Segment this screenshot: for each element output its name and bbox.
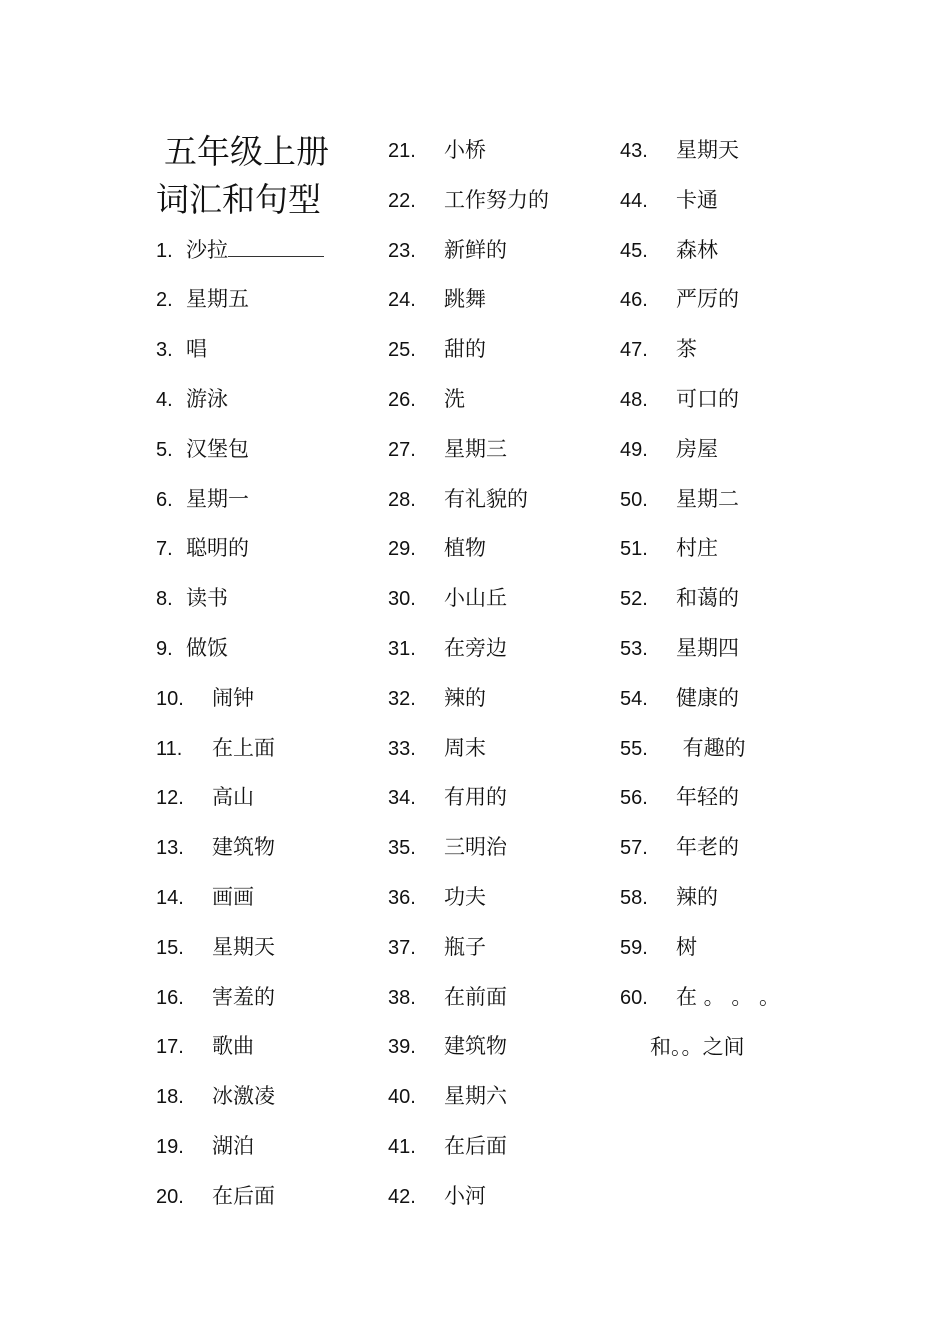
vocab-item	[156, 1082, 275, 1111]
vocab-item	[156, 1032, 254, 1061]
item-word: 树	[676, 934, 697, 959]
item-number: 60.	[620, 986, 648, 1009]
vocab-item	[388, 734, 486, 763]
item-word: 建筑物	[444, 1034, 507, 1059]
item-word: 星期四	[676, 636, 739, 660]
item-number: 24.	[388, 289, 416, 312]
item-number: 11.	[156, 737, 183, 760]
vocab-item	[620, 236, 718, 265]
item-number: 22.	[388, 189, 416, 212]
item-number: 35.	[388, 837, 416, 860]
item-number: 6.	[156, 488, 173, 511]
vocab-item	[156, 933, 275, 962]
vocab-item	[156, 734, 275, 763]
item-number: 13.	[156, 837, 184, 860]
item-number: 43.	[620, 140, 648, 162]
item-number: 57.	[620, 837, 648, 860]
vocab-item	[156, 236, 324, 265]
vocab-item	[388, 933, 486, 962]
item-number: 1.	[156, 239, 173, 262]
item-word: 星期三	[444, 436, 507, 461]
title-line-2: 词汇和句型	[156, 180, 321, 219]
item-number: 14.	[156, 887, 184, 909]
item-word: 唱	[186, 337, 207, 362]
item-60-continuation: 和。。之间	[650, 1035, 745, 1059]
item-word: 森林	[676, 237, 718, 262]
item-number: 26.	[388, 389, 416, 411]
title-line-1: 五年级上册	[164, 132, 329, 171]
item-word: 健康的	[676, 685, 739, 710]
vocab-item	[156, 1182, 275, 1211]
item-number: 5.	[156, 438, 173, 461]
item-word: 在后面	[212, 1183, 275, 1208]
item-number: 32.	[388, 687, 416, 710]
item-word: 甜的	[444, 337, 486, 362]
item-word: 在后面	[444, 1134, 507, 1158]
item-word: 房屋	[676, 436, 718, 461]
item-word: 在旁边	[444, 636, 507, 660]
vocab-item	[620, 435, 718, 464]
vocab-item	[156, 783, 254, 812]
item-number: 55.	[620, 737, 648, 760]
item-number: 12.	[156, 787, 184, 810]
vocab-item	[620, 684, 739, 713]
item-word: 瓶子	[444, 934, 486, 959]
vocab-item	[388, 584, 507, 613]
item-number: 58.	[620, 887, 648, 909]
vocab-item	[620, 285, 739, 314]
item-number: 42.	[388, 1185, 416, 1208]
item-number: 29.	[388, 538, 416, 561]
item-number: 40.	[388, 1086, 416, 1109]
vocab-item	[388, 634, 507, 663]
item-number: 19.	[156, 1136, 184, 1158]
vocab-item	[620, 584, 739, 613]
vocab-item	[156, 833, 275, 862]
item-word: 星期天	[676, 138, 739, 162]
vocab-item	[388, 833, 507, 862]
vocab-item	[620, 385, 739, 414]
vocab-item	[388, 1182, 486, 1211]
vocab-item	[388, 1032, 507, 1061]
item-word: 三明治	[444, 835, 507, 860]
vocab-item	[620, 933, 697, 962]
item-number: 36.	[388, 887, 416, 909]
item-word: 辣的	[676, 885, 718, 909]
item-word: 小桥	[444, 138, 486, 162]
item-word: 星期一	[186, 486, 249, 511]
item-word: 严厉的	[676, 287, 739, 312]
vocab-item	[156, 634, 228, 663]
item-number: 9.	[156, 638, 173, 660]
item-word: 高山	[212, 785, 254, 810]
vocab-item	[156, 1132, 254, 1161]
item-word: 茶	[676, 337, 697, 362]
vocab-item	[388, 485, 528, 514]
item-number: 54.	[620, 687, 648, 710]
item-number: 33.	[388, 737, 416, 760]
page-title	[156, 128, 376, 224]
item-number: 18.	[156, 1086, 184, 1109]
item-word: 卡通	[676, 187, 718, 212]
item-number: 56.	[620, 787, 648, 810]
item-number: 4.	[156, 389, 173, 411]
vocab-item	[620, 983, 780, 1012]
item-number: 50.	[620, 488, 648, 511]
item-number: 52.	[620, 588, 648, 611]
vocab-item	[156, 385, 228, 414]
item-word: 画画	[212, 885, 254, 909]
vocab-item	[620, 783, 739, 812]
item-number: 7.	[156, 538, 173, 561]
item-word: 村庄	[676, 536, 718, 561]
item-word: 闹钟	[212, 685, 254, 710]
item-word: 做饭	[186, 636, 228, 660]
item-number: 2.	[156, 289, 173, 312]
vocab-item	[388, 435, 507, 464]
item-number: 46.	[620, 289, 648, 312]
item-word: 读书	[186, 586, 228, 611]
item-word: 歌曲	[212, 1034, 254, 1059]
vocab-item	[620, 634, 739, 663]
vocab-item	[388, 783, 507, 812]
item-number: 15.	[156, 936, 184, 959]
item-number: 53.	[620, 638, 648, 660]
item-word: 星期天	[212, 934, 275, 959]
item-word: 周末	[444, 735, 486, 760]
item-number: 37.	[388, 936, 416, 959]
vocab-item	[156, 983, 275, 1012]
item-number: 39.	[388, 1036, 416, 1059]
item-number: 34.	[388, 787, 416, 810]
item-word: 有趣的	[676, 735, 746, 760]
vocab-item	[388, 983, 507, 1012]
vocab-item	[156, 883, 254, 912]
item-number: 23.	[388, 239, 416, 262]
item-word: 星期二	[676, 486, 739, 511]
item-word: 洗	[444, 387, 465, 411]
item-number: 27.	[388, 438, 416, 461]
item-word: 在上面	[212, 735, 275, 760]
vocab-item	[156, 435, 249, 464]
item-number: 21.	[388, 140, 416, 162]
item-word: 功夫	[444, 885, 486, 909]
item-word: 小河	[444, 1183, 486, 1208]
item-number: 10.	[156, 687, 184, 710]
item-word: 冰激凌	[212, 1084, 275, 1109]
item-word: 小山丘	[444, 586, 507, 611]
item-word: 游泳	[186, 387, 228, 411]
item-word: 和蔼的	[676, 586, 739, 611]
item-word: 新鲜的	[444, 237, 507, 262]
item-word: 可口的	[676, 387, 739, 411]
vocab-item	[388, 236, 507, 265]
item-number: 30.	[388, 588, 416, 611]
item-number: 16.	[156, 986, 184, 1009]
item-number: 38.	[388, 986, 416, 1009]
answer-blank-line[interactable]	[228, 236, 324, 257]
item-number: 44.	[620, 189, 648, 212]
item-word: 有礼貌的	[444, 486, 528, 511]
item-word: 星期五	[186, 287, 249, 312]
item-number: 28.	[388, 488, 416, 511]
item-number: 3.	[156, 339, 173, 362]
item-word: 建筑物	[212, 835, 275, 860]
vocab-item	[620, 186, 718, 215]
vocab-item	[620, 883, 718, 912]
item-number: 8.	[156, 588, 173, 611]
item-word: 年轻的	[676, 785, 739, 810]
item-word: 有用的	[444, 785, 507, 810]
item-number: 25.	[388, 339, 416, 362]
vocab-item	[388, 1082, 507, 1111]
vocab-item	[620, 833, 739, 862]
vocab-item	[620, 734, 746, 763]
vocab-item	[156, 584, 228, 613]
vocab-item	[388, 335, 486, 364]
item-word: 害羞的	[212, 984, 275, 1009]
vocab-item	[388, 385, 465, 414]
item-word: 跳舞	[444, 287, 486, 312]
vocab-item	[388, 186, 549, 215]
vocab-item	[620, 335, 697, 364]
item-number: 45.	[620, 239, 648, 262]
item-word: 沙拉	[186, 237, 228, 262]
item-word: 工作努力的	[444, 187, 549, 212]
item-word: 汉堡包	[186, 436, 249, 461]
vocab-item	[388, 285, 486, 314]
item-word: 植物	[444, 536, 486, 561]
item-word: 星期六	[444, 1084, 507, 1109]
vocab-item	[388, 136, 486, 165]
item-word: 辣的	[444, 685, 486, 710]
vocab-item	[388, 534, 486, 563]
vocab-item	[620, 534, 718, 563]
item-word: 年老的	[676, 835, 739, 860]
item-word: 湖泊	[212, 1134, 254, 1158]
item-number: 17.	[156, 1036, 184, 1059]
vocab-item	[156, 684, 254, 713]
item-number: 31.	[388, 638, 416, 660]
item-number: 51.	[620, 538, 648, 561]
item-number: 49.	[620, 438, 648, 461]
vocab-item	[156, 335, 207, 364]
vocab-item	[388, 684, 486, 713]
vocab-item	[156, 285, 249, 314]
vocab-item	[388, 1132, 507, 1161]
item-word: 在前面	[444, 984, 507, 1009]
item-number: 47.	[620, 339, 648, 362]
vocab-item	[620, 136, 739, 165]
item-number: 41.	[388, 1136, 416, 1158]
item-number: 20.	[156, 1185, 184, 1208]
item-word: 在 。 。 。	[676, 984, 781, 1009]
item-number: 48.	[620, 389, 648, 411]
vocab-item	[620, 485, 739, 514]
vocab-item	[156, 485, 249, 514]
vocab-item	[156, 534, 249, 563]
item-number: 59.	[620, 936, 648, 959]
item-word: 聪明的	[186, 536, 249, 561]
vocab-item	[388, 883, 486, 912]
